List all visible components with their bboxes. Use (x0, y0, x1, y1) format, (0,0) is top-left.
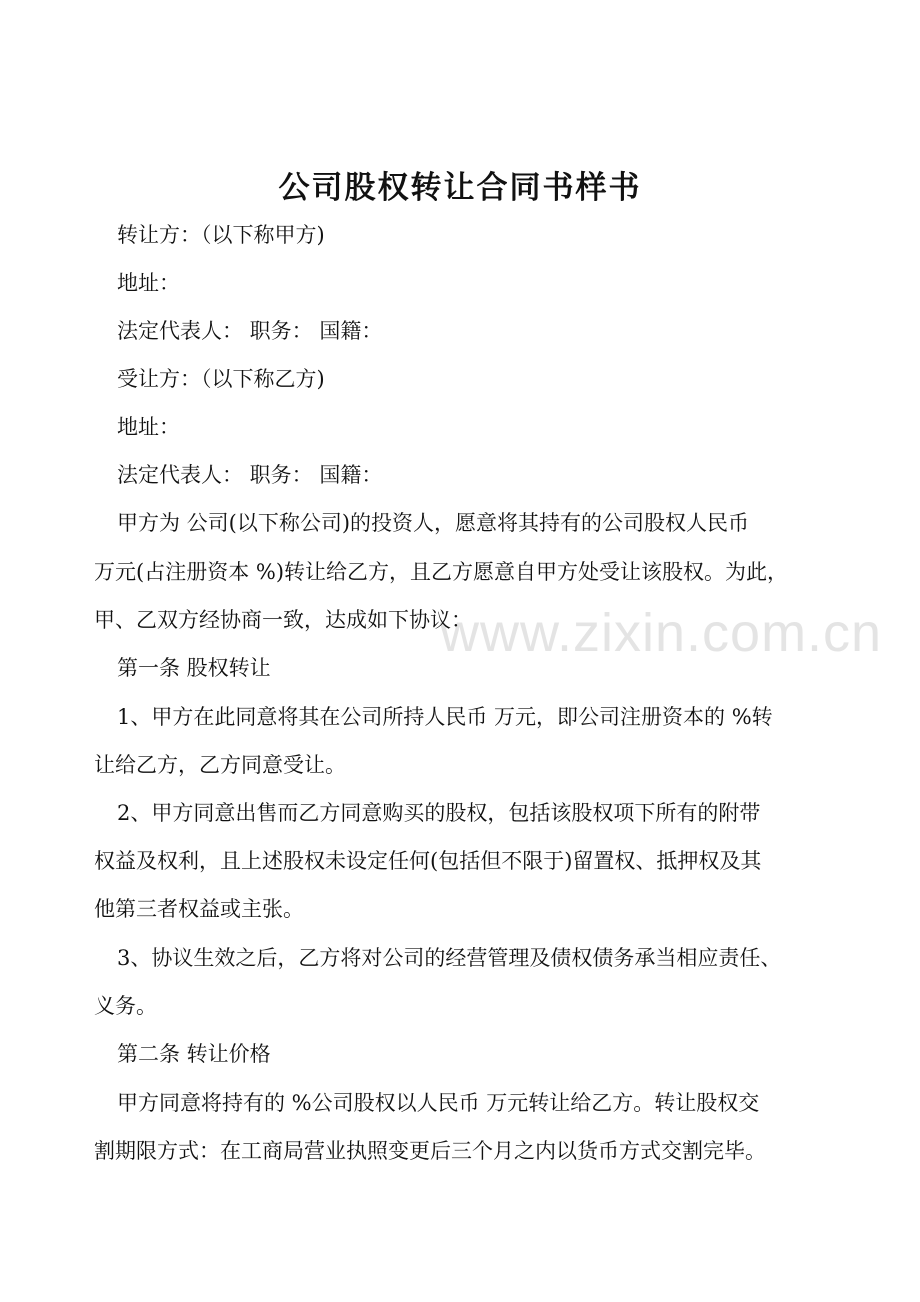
transferee-representative-line: 法定代表人： 职务： 国籍： (117, 463, 383, 487)
intro-paragraph-line-1: 甲方为 公司(以下称公司)的投资人，愿意将其持有的公司股权人民币 (117, 511, 750, 535)
transferor-line: 转让方：（以下称甲方) (117, 223, 325, 247)
transferor-representative-line: 法定代表人： 职务： 国籍： (117, 319, 383, 343)
transferor-address-line: 地址： (117, 271, 180, 295)
price-paragraph-line-2: 割期限方式：在工商局营业执照变更后三个月之内以货币方式交割完毕。 (94, 1139, 766, 1163)
clause-1-line-1: 1、甲方在此同意将其在公司所持人民币 万元，即公司注册资本的 %转 (117, 705, 773, 729)
intro-paragraph-line-3: 甲、乙双方经协商一致，达成如下协议： (94, 608, 472, 632)
article-1-heading: 第一条 股权转让 (117, 656, 271, 680)
clause-3-line-2: 义务。 (94, 994, 157, 1018)
article-2-heading: 第二条 转让价格 (117, 1042, 271, 1066)
clause-3-line-1: 3、协议生效之后，乙方将对公司的经营管理及债权债务承当相应责任、 (117, 946, 782, 970)
transferee-line: 受让方：（以下称乙方) (117, 367, 325, 391)
clause-1-line-2: 让给乙方，乙方同意受让。 (94, 753, 346, 777)
clause-2-line-2: 权益及权利，且上述股权未设定任何(包括但不限于)留置权、抵押权及其 (94, 849, 762, 873)
intro-paragraph-line-2: 万元(占注册资本 %)转让给乙方，且乙方愿意自甲方处受让该股权。为此， (94, 560, 789, 584)
document-title: 公司股权转让合同书样书 (278, 170, 642, 206)
watermark: www.zixin.com.cn (440, 603, 883, 663)
clause-2-line-1: 2、甲方同意出售而乙方同意购买的股权，包括该股权项下所有的附带 (117, 801, 761, 825)
clause-2-line-3: 他第三者权益或主张。 (94, 897, 304, 921)
transferee-address-line: 地址： (117, 415, 180, 439)
price-paragraph-line-1: 甲方同意将持有的 %公司股权以人民币 万元转让给乙方。转让股权交 (117, 1091, 760, 1115)
